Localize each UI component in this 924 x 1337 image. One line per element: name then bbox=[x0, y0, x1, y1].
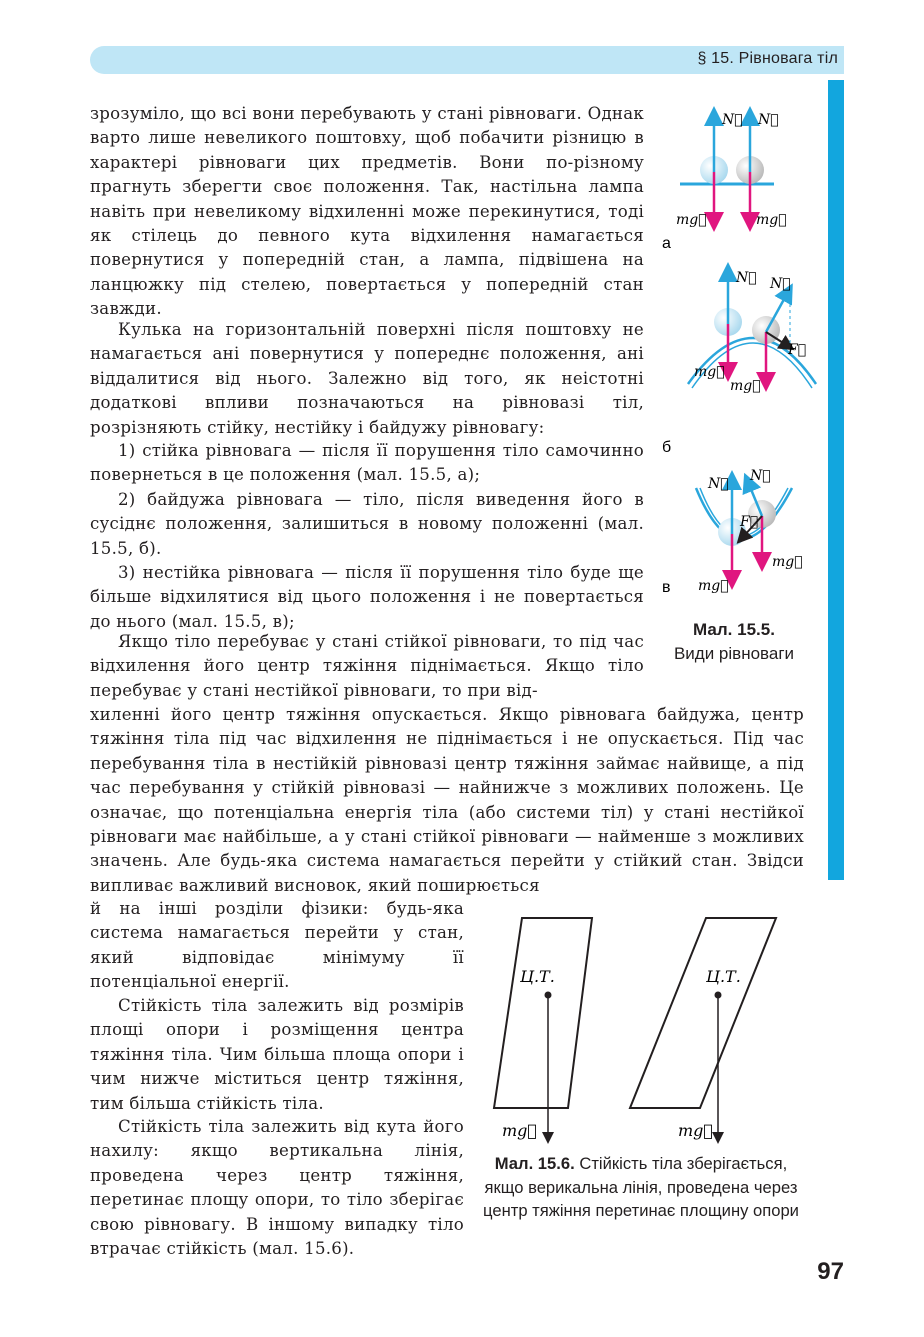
panel-label-a: а bbox=[662, 235, 671, 252]
paragraph-continuation: зрозуміло, що всі вони перебувають у стані рівноваги. Однак варто лише невеликого поштовху, щоб побачити різницю в характері рівноваги цих предметів. Вони по-різному прагнуть зберегти своє положення. Так, настільна лампа навіть при невеликому відхиленні може перекинутися, тоді як стілець до певного кута відхилення намагається повернутися у попередній стан, а лампа, підвішена на ланцюжку під стелею, повертається у попередній стан завжди. bbox=[90, 104, 644, 319]
paragraph-system: й на інші розділи фізики: будь-яка система намагається перейти у стан, який відповідає мінімуму її потенціальної енергії. bbox=[90, 899, 464, 992]
panel-a-diagram bbox=[676, 112, 787, 228]
svg-text:mg⃗: mg⃗ bbox=[730, 378, 761, 394]
figure-15-6-caption-title: Мал. 15.6. bbox=[494, 1154, 575, 1173]
paragraph-center-start: Якщо тіло перебуває у стані стійкої рівноваги, то під час відхилення його центр тяжіння піднімається. Якщо тіло перебуває у стані нестійкої рівноваги, то при від- bbox=[90, 632, 644, 700]
list-item-neutral: 2) байдужа рівновага — тіло, після виведення його в сусіднє положення, залишиться в новому положенні (мал. 15.5, б). bbox=[90, 490, 644, 558]
svg-text:N⃗: N⃗ bbox=[750, 468, 771, 484]
svg-text:N⃗: N⃗ bbox=[736, 270, 757, 286]
svg-text:mg⃗: mg⃗ bbox=[698, 578, 729, 594]
paragraph-ball: Кулька на горизонтальній поверхні після поштовху не намагається ані повернутися у попереднє положення, ані віддалитися від нього. Залежно від того, як неістотні додаткові впливи позначаються на рівновазі тіл, розрізняють стійку, нестійку і байдужу рівновагу: bbox=[90, 320, 644, 437]
svg-text:N⃗: N⃗ bbox=[722, 112, 743, 128]
list-item-unstable: 3) нестійка рівновага — після її порушення тіло буде ще більше відхилятися від цього положення і не повертається до нього (мал. 15.5, в); bbox=[90, 563, 644, 631]
figure-15-6-caption-text: Стійкість тіла зберігається, якщо верикальна лінія, проведена через центр тяжіння перетинає площину опори bbox=[483, 1154, 799, 1220]
svg-text:mg⃗: mg⃗ bbox=[676, 212, 707, 228]
svg-text:N⃗: N⃗ bbox=[708, 476, 729, 492]
side-strip bbox=[828, 80, 844, 880]
panel-label-c: в bbox=[662, 579, 671, 596]
panel-c-diagram bbox=[696, 468, 803, 594]
figure-15-6 bbox=[480, 900, 800, 1150]
figure-15-6-caption bbox=[482, 1152, 800, 1223]
panel-label-b: б bbox=[662, 439, 672, 456]
tipping-block bbox=[630, 918, 776, 1140]
panel-b-diagram bbox=[688, 270, 816, 394]
cg-label-tipping: Ц.Т. bbox=[706, 967, 741, 986]
section-title: § 15. Рівновага тіл bbox=[697, 50, 838, 67]
svg-text:N⃗: N⃗ bbox=[758, 112, 779, 128]
svg-text:mg⃗: mg⃗ bbox=[694, 364, 725, 380]
svg-text:F⃗: F⃗ bbox=[788, 342, 807, 358]
figure-15-5 bbox=[654, 96, 828, 606]
svg-text:N⃗: N⃗ bbox=[770, 276, 791, 292]
gravity-label-tipping: mg⃗ bbox=[678, 1121, 714, 1140]
paragraph-center-end: хиленні його центр тяжіння опускається. Якщо рівновага байдужа, центр тяжіння тіла під час відхилення не піднімається і не опускається. Під час перебування тіла в нестійкій рівновазі центр тяжіння займає найвище, а під час перебування у стійкій рівновазі — найнижче з можливих положень. Це означає, що потенціальна енергія тіла (або системи тіл) у стані нестійкої рівноваги має найбільше, а у стані стійкої рівноваги — найменше з можливих значень. Але будь-яка система намагається перейти у стійкий стан. Звідси випливає важливий висновок, який поширюється bbox=[90, 705, 804, 895]
figure-15-5-caption-text: Види рівноваги bbox=[673, 644, 795, 663]
paragraph-angle: Стійкість тіла залежить від кута його нахилу: якщо вертикальна лінія, проведена через центр тяжіння, перетинає площу опори, то тіло зберігає свою рівновагу. В іншому випадку тіло втрачає стійкість (мал. 15.6). bbox=[90, 1117, 464, 1259]
list-item-stable: 1) стійка рівновага — після її порушення тіло самочинно повернеться в це положення (мал. 15.5, а); bbox=[90, 441, 644, 485]
paragraph-area: Стійкість тіла залежить від розмірів площі опори і розміщення центра тяжіння тіла. Чим більша площа опори і чим нижче міститься центр тяжіння, тим більша стійкість тіла. bbox=[90, 996, 464, 1113]
svg-text:mg⃗: mg⃗ bbox=[756, 212, 787, 228]
stable-block bbox=[494, 918, 592, 1140]
figure-15-5-caption bbox=[650, 618, 818, 666]
gravity-label-stable: mg⃗ bbox=[502, 1121, 538, 1140]
cg-label-stable: Ц.Т. bbox=[520, 967, 555, 986]
svg-text:mg⃗: mg⃗ bbox=[772, 554, 803, 570]
figure-15-5-caption-title: Мал. 15.5. bbox=[693, 620, 775, 639]
svg-text:F⃗: F⃗ bbox=[740, 514, 759, 530]
page-number: 97 bbox=[817, 1258, 844, 1285]
